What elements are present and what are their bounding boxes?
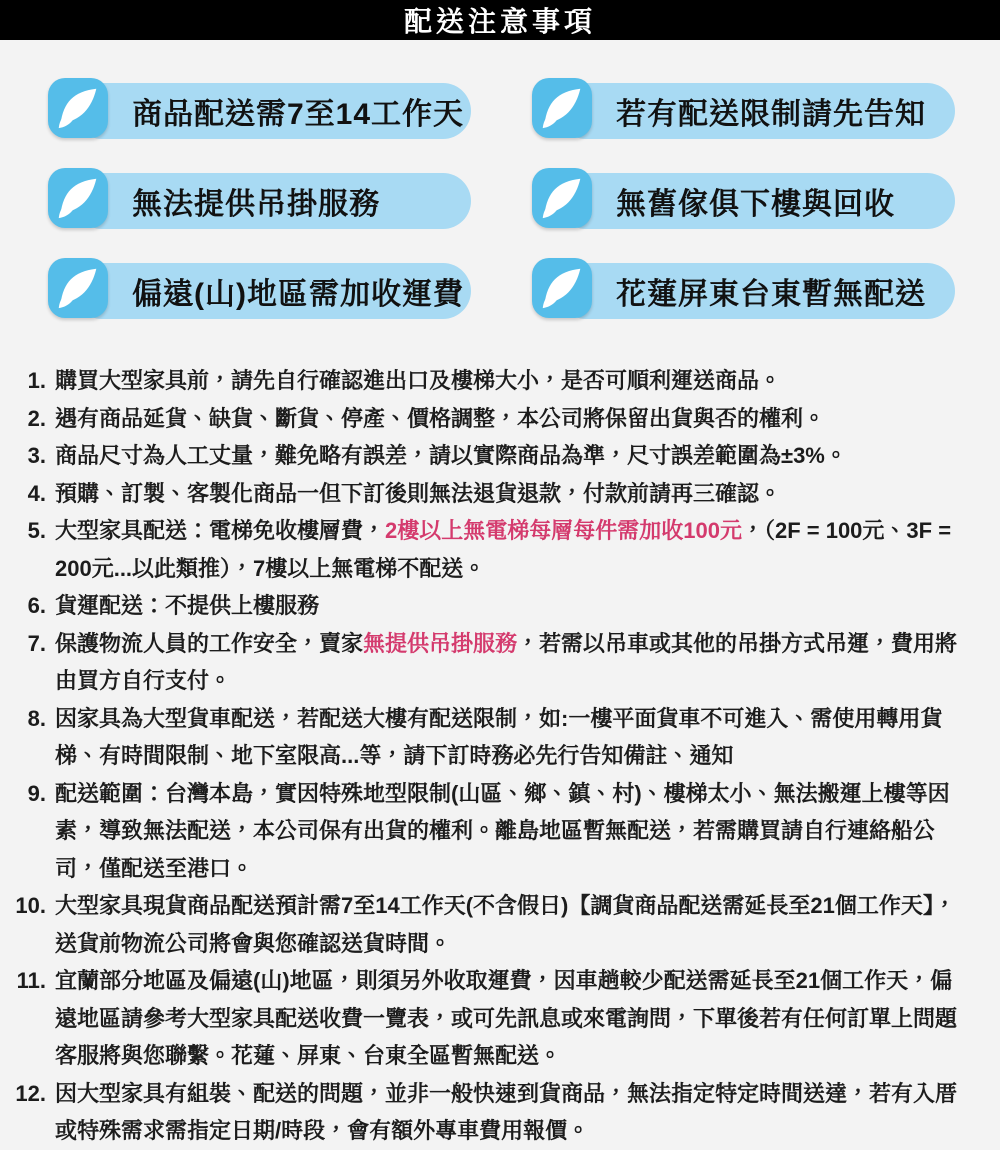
note-number: 11. [16, 968, 46, 993]
note-text [55, 887, 970, 962]
delivery-badge [532, 168, 955, 230]
header [0, 0, 1000, 40]
delivery-badge [532, 78, 955, 140]
note-text [55, 775, 970, 888]
list-item [8, 512, 970, 587]
list-item [8, 362, 970, 400]
note-text [55, 475, 970, 513]
leaf-icon [48, 258, 108, 318]
note-text [55, 962, 970, 1075]
leaf-icon [532, 78, 592, 138]
note-text-segment: 購買大型家具前，請先自行確認進出口及樓梯大小，是否可順利運送商品。 [55, 368, 782, 393]
note-highlight: 無提供吊掛服務 [363, 630, 518, 656]
note-number: 6. [27, 593, 46, 618]
badge-label: 無法提供吊掛服務 [132, 188, 380, 221]
badge-pill [74, 83, 471, 139]
list-item [8, 887, 970, 962]
notes-list [0, 320, 1000, 1150]
note-number: 2. [27, 405, 46, 431]
note-text-segment: 宜蘭部分地區及偏遠(山)地區，則須另外收取運費，因車趟較少配送需延長至21個工作天，偏遠地區請參考大型家具配送收費一覽表，或可先訊息或來電詢問，下單後若有任何訂單上問題客服將與您聯繫。花蓮、屏東、台東全區暫無配送。 [55, 968, 958, 1068]
leaf-icon [532, 258, 592, 318]
leaf-icon [532, 168, 592, 228]
note-text-segment: 因大型家具有組裝、配送的問題，並非一般快速到貨商品，無法指定特定時間送達，若有入厝或特殊需求需指定日期/時段，會有額外專車費用報價。 [55, 1080, 958, 1143]
badge-pill [558, 173, 955, 229]
list-item [8, 475, 970, 513]
note-text-segment: 商品尺寸為人工丈量，難免略有誤差，請以實際商品為準，尺寸誤差範圍為±3%。 [55, 443, 847, 468]
note-number: 8. [27, 705, 46, 731]
note-text [55, 437, 970, 475]
note-text-segment: ，（2F = 100元、3F = 200元...以此類推），7樓以上無電梯不配送。 [55, 518, 952, 581]
note-text-segment: 大型家具現貨商品配送預計需7至14工作天(不含假日)【調貨商品配送需延長至21個工作天】，送貨前物流公司將會與您確認送貨時間。 [55, 893, 956, 956]
delivery-badge [48, 258, 471, 320]
leaf-icon [48, 168, 108, 228]
note-text-segment: 配送範圍：台灣本島，實因特殊地型限制(山區、鄉、鎮、村)、樓梯太小、無法搬運上樓等因素，導致無法配送，本公司保有出貨的權利。離島地區暫無配送，若需購買請自行連絡船公司，僅配送至港口。 [55, 780, 950, 881]
list-item [8, 587, 970, 625]
note-text [55, 700, 970, 775]
note-text [55, 362, 970, 400]
list-item [8, 775, 970, 888]
list-item [8, 1075, 970, 1150]
note-text-segment: ，若需以吊車或其他的吊掛方式吊運，費用將由買方自行支付。 [55, 630, 958, 693]
list-item [8, 400, 970, 438]
note-number: 4. [27, 480, 46, 506]
note-text-segment: 貨運配送：不提供上樓服務 [55, 593, 320, 618]
note-text-segment: 預購、訂製、客製化商品一但下訂後則無法退貨退款，付款前請再三確認。 [55, 480, 782, 506]
list-item [8, 437, 970, 475]
list-item [8, 700, 970, 775]
note-text [55, 625, 970, 700]
badge-pill [74, 173, 471, 229]
badge-pill [558, 83, 955, 139]
delivery-badge [48, 168, 471, 230]
badge-pill [558, 263, 955, 319]
list-item [8, 625, 970, 700]
note-text-segment: 因家具為大型貨車配送，若配送大樓有配送限制，如:一樓平面貨車不可進入、需使用轉用貨梯、有時間限制、地下室限高...等，請下訂時務必先行告知備註、通知 [55, 705, 943, 768]
note-text-segment: 大型家具配送：電梯免收樓層費， [55, 518, 386, 543]
badge-grid [0, 40, 1000, 320]
badge-label: 商品配送需7至14工作天 [132, 98, 465, 131]
leaf-icon [48, 78, 108, 138]
note-number: 5. [27, 518, 46, 543]
badge-label: 無舊傢俱下樓與回收 [616, 188, 895, 221]
list-item [8, 962, 970, 1075]
note-text [55, 587, 970, 625]
note-text [55, 400, 970, 438]
note-number: 3. [27, 443, 46, 468]
note-number: 12. [15, 1080, 46, 1106]
note-highlight: 2樓以上無電梯每層每件需加收100元 [385, 518, 742, 543]
note-text-segment: 遇有商品延貨、缺貨、斷貨、停產、價格調整，本公司將保留出貨與否的權利。 [55, 405, 826, 431]
badge-label: 偏遠(山)地區需加收運費 [132, 278, 464, 311]
page-title: 配送注意事項 [403, 6, 596, 37]
note-number: 10. [15, 893, 46, 918]
note-number: 7. [27, 630, 46, 656]
note-text-segment: 保護物流人員的工作安全，賣家 [55, 630, 364, 656]
badge-label: 花蓮屏東台東暫無配送 [616, 278, 926, 311]
note-number: 9. [27, 780, 46, 806]
delivery-badge [532, 258, 955, 320]
note-number: 1. [27, 368, 46, 393]
note-text [55, 512, 970, 587]
note-text [55, 1075, 970, 1150]
badge-pill [74, 263, 471, 319]
badge-label: 若有配送限制請先告知 [616, 98, 926, 131]
delivery-badge [48, 78, 471, 140]
